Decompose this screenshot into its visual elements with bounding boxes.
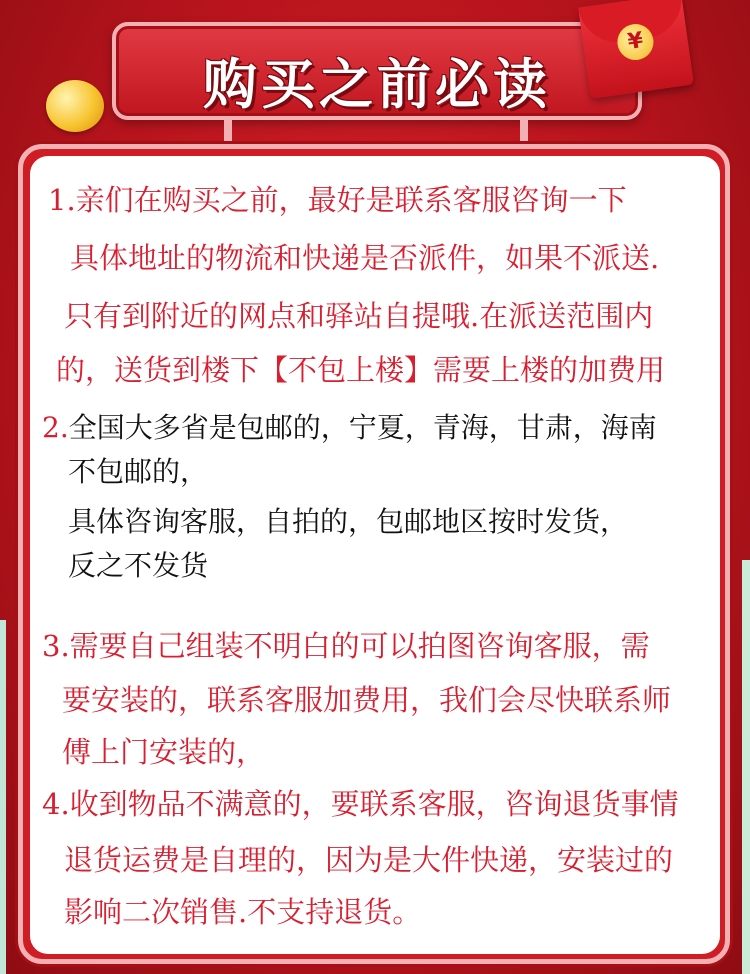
- right-edge-strip: [742, 560, 750, 974]
- section-3-line-3: 傅上门安装的，: [62, 735, 266, 769]
- section-2-text: 全国大多省是包邮的，宁夏，青海，甘肃，海南: [68, 411, 657, 444]
- yuan-seal-icon: ¥: [615, 22, 656, 63]
- section-2-line-2: 不包邮的，: [68, 455, 209, 488]
- section-1-line-3: 只有到附近的网点和驿站自提哦.在派送范围内: [64, 299, 654, 333]
- section-4-line-3: 影响二次销售.不支持退货。: [64, 895, 422, 929]
- section-3-line-2: 要安装的，联系客服加费用，我们会尽快联系师: [62, 683, 672, 717]
- section-1-line-1: [48, 182, 627, 218]
- left-edge-strip: [0, 620, 6, 974]
- section-1-text: 亲们在购买之前，最好是联系客服咨询一下: [75, 183, 627, 217]
- section-3-line-1: [42, 628, 650, 664]
- section-1-line-2: 具体地址的物流和快递是否派件，如果不派送.: [70, 241, 660, 275]
- section-4-line-2: 退货运费是自理的，因为是大件快递，安装过的: [64, 843, 674, 877]
- section-1-line-4: 的，送货到楼下【不包上楼】需要上楼的加费用: [56, 353, 666, 387]
- title-banner: [112, 22, 642, 120]
- section-2-line-4: 反之不发货: [68, 549, 209, 582]
- section-4-line-1: [42, 786, 679, 822]
- section-4-number: 4.: [42, 787, 70, 821]
- red-envelope-icon: [578, 0, 694, 99]
- section-2-line-3: 具体咨询客服，自拍的，包邮地区按时发货，: [68, 505, 629, 538]
- section-1-number: 1.: [48, 183, 76, 217]
- section-3-text: 需要自己组装不明白的可以拍图咨询客服，需: [69, 629, 650, 663]
- section-2-line-1: [42, 410, 657, 446]
- page-title: 购买之前必读: [203, 53, 551, 116]
- gold-coin-icon: [46, 80, 104, 132]
- section-3-number: 3.: [42, 629, 70, 663]
- section-4-text: 收到物品不满意的，要联系客服，咨询退货事情: [69, 787, 679, 821]
- section-2-number: 2.: [42, 411, 69, 444]
